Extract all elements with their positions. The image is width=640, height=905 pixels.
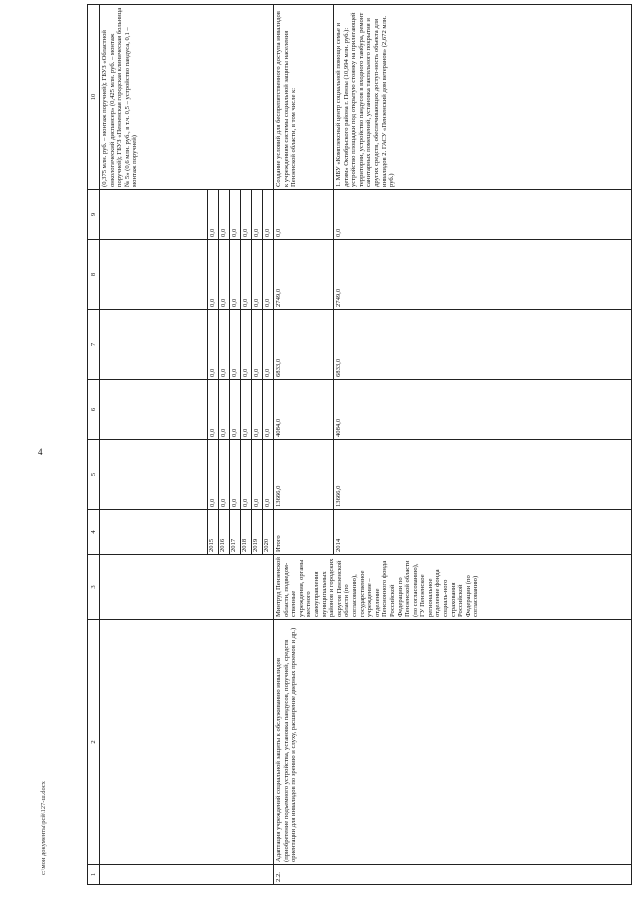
value-cell: 2749,0 xyxy=(274,240,334,310)
file-path-footer: c:\мои документы\рсй\127-ш.docx xyxy=(40,781,47,875)
value-cell: 0,0 xyxy=(208,440,219,510)
page-number: 4 xyxy=(38,447,43,457)
value-cell: 0,0 xyxy=(219,310,230,380)
measure-title: Адаптация учреждений социальной защиты к обслуживанию инвалидов (приобретение подъемного устройства, установка пандусов, поручней, средств ориентации для инвалидов по зрению и слуху, расширение дверных проемов и др.) xyxy=(274,620,632,865)
value-cell: 0,0 xyxy=(241,380,252,440)
result-cell: 1. МБУ «Комплексный центр социальной помощи семье и детям» Октябрьского района г. Пензы (10,994 млн. руб.): устройство площадки под открытую стоянку на прилегающей территории, устройство пандусов в входного тамбура, ремонт санитарных помещений, установка тактильного покрытия и других средств, обеспечивающих доступ-ность объекта для инвалидов 2. ГАСУ «Пензенский дом ветеранов» (2,672 млн. руб.) xyxy=(334,5,632,190)
program-table xyxy=(87,4,632,885)
value-cell: 0,0 xyxy=(219,240,230,310)
empty-cell xyxy=(100,510,208,555)
year-cell: 2014 xyxy=(334,510,632,555)
row-2-2-total xyxy=(274,5,334,885)
empty-cell xyxy=(100,380,208,440)
value-cell: 2749,0 xyxy=(334,240,632,310)
value-cell: 0,0 xyxy=(252,310,263,380)
year-cell: 2020 xyxy=(263,510,274,555)
value-cell: 0,0 xyxy=(252,440,263,510)
value-cell: 4084,0 xyxy=(334,380,632,440)
value-cell: 0,0 xyxy=(241,240,252,310)
value-cell: 0,0 xyxy=(219,440,230,510)
empty-cell xyxy=(100,440,208,510)
row-number: 2.2. xyxy=(274,865,632,885)
value-cell: 0,0 xyxy=(241,310,252,380)
executor-cell: Минтруд Пензенской области, подведом-ственные учреждения, органы местного самоуправления муниципальных районов и городских округов Пензенской области (по согласованию), государственное учреждение – отделение Пенсионного фонда Российской Федерации по Пензенской области (по согласованию), ГУ Пензенское региональное отделение фонда социаль-ного страхования Российской Федерации (по согласованию) xyxy=(274,555,632,620)
empty-cell xyxy=(100,620,274,865)
value-cell: 6833,0 xyxy=(274,310,334,380)
result-cell: Создание условий для беспрепятственного доступа инвалидов к учреждениям системы социальной защиты населения Пензенской области, в том числе к: xyxy=(274,5,334,190)
value-cell: 0,0 xyxy=(263,440,274,510)
rotated-table-wrapper xyxy=(87,5,632,885)
value-cell: 0,0 xyxy=(230,310,241,380)
value-cell: 0,0 xyxy=(252,190,263,240)
result-cell: (0,375 млн. руб. – монтаж поручней); ГБУЗ «Областной онкологический диспансер» (0,425 млн. руб. – монтаж поручней); ГБУЗ «Пензенская городская клиническая больница № 5» (0,6 млн. руб., в т.ч. 0,5 – устройство пандуса, 0,1 – монтаж поручней) xyxy=(100,5,274,190)
year-cell: 2015 xyxy=(208,510,219,555)
header-cell: 8 xyxy=(88,240,100,310)
empty-cell xyxy=(100,190,208,240)
year-cell: 2018 xyxy=(241,510,252,555)
value-cell: 0,0 xyxy=(263,380,274,440)
value-cell: 0,0 xyxy=(230,380,241,440)
value-cell: 0,0 xyxy=(252,380,263,440)
value-cell: 13666,0 xyxy=(274,440,334,510)
total-label: Итого xyxy=(274,510,334,555)
empty-cell xyxy=(100,310,208,380)
value-cell: 0,0 xyxy=(208,190,219,240)
value-cell: 0,0 xyxy=(230,440,241,510)
year-cell: 2016 xyxy=(219,510,230,555)
header-cell: 4 xyxy=(88,510,100,555)
header-cell: 10 xyxy=(88,5,100,190)
value-cell: 0,0 xyxy=(274,190,334,240)
header-cell: 5 xyxy=(88,440,100,510)
continuation-row xyxy=(100,5,208,885)
value-cell: 0,0 xyxy=(263,240,274,310)
value-cell: 0,0 xyxy=(334,190,632,240)
value-cell: 0,0 xyxy=(208,380,219,440)
value-cell: 0,0 xyxy=(219,190,230,240)
value-cell: 0,0 xyxy=(219,380,230,440)
value-cell: 0,0 xyxy=(208,310,219,380)
value-cell: 0,0 xyxy=(263,190,274,240)
value-cell: 0,0 xyxy=(241,440,252,510)
year-cell: 2019 xyxy=(252,510,263,555)
header-cell: 7 xyxy=(88,310,100,380)
value-cell: 0,0 xyxy=(230,240,241,310)
empty-cell xyxy=(100,240,208,310)
value-cell: 4084,0 xyxy=(274,380,334,440)
year-cell: 2017 xyxy=(230,510,241,555)
header-cell: 1 xyxy=(88,865,100,885)
header-cell: 9 xyxy=(88,190,100,240)
value-cell: 6833,0 xyxy=(334,310,632,380)
header-row xyxy=(88,5,100,885)
value-cell: 0,0 xyxy=(208,240,219,310)
value-cell: 0,0 xyxy=(252,240,263,310)
value-cell: 0,0 xyxy=(263,310,274,380)
value-cell: 0,0 xyxy=(241,190,252,240)
empty-cell xyxy=(100,865,274,885)
value-cell: 0,0 xyxy=(230,190,241,240)
empty-cell xyxy=(100,555,274,620)
value-cell: 13666,0 xyxy=(334,440,632,510)
header-cell: 3 xyxy=(88,555,100,620)
header-cell: 2 xyxy=(88,620,100,865)
header-cell: 6 xyxy=(88,380,100,440)
